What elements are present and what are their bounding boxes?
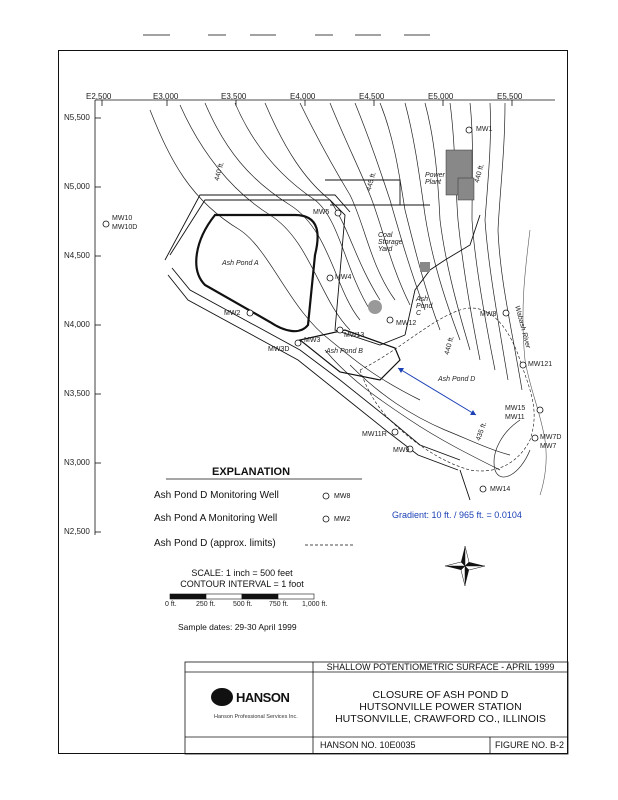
ash-pond-d-label: Ash Pond D xyxy=(438,376,476,383)
project-number: HANSON NO. 10E0035 xyxy=(320,740,416,750)
scale-tick: 500 ft. xyxy=(233,601,253,608)
contour-label: 440 ft. xyxy=(443,335,456,356)
contour-label: 440 ft. xyxy=(213,161,226,182)
contour-interval-text: CONTOUR INTERVAL = 1 foot xyxy=(180,579,304,589)
northing-label: N5,500 xyxy=(64,113,90,122)
river-label: Wabash River xyxy=(513,305,532,350)
legend-symbol-label: MW2 xyxy=(334,516,351,523)
contour-label: 440 ft. xyxy=(473,163,486,184)
contour-label: 445 ft. xyxy=(365,171,378,192)
title-line-3: HUTSONVILLE, CRAWFORD CO., ILLINOIS xyxy=(335,713,546,725)
legend-row-pond-a-well: Ash Pond A Monitoring Well xyxy=(154,513,278,524)
ash-pond-a-label: Ash Pond A xyxy=(222,260,259,267)
figure-title: SHALLOW POTENTIOMETRIC SURFACE - APRIL 1999 xyxy=(326,662,555,672)
company-name: HANSON xyxy=(236,690,290,705)
easting-label: E3,500 xyxy=(221,92,247,101)
well-label: MW8 xyxy=(480,311,497,318)
northing-label: N3,500 xyxy=(64,389,90,398)
scale-tick: 0 ft. xyxy=(165,601,177,608)
easting-label: E5,500 xyxy=(497,92,523,101)
coal-yard-label: Coal Storage Yard xyxy=(378,232,403,253)
well-label: MW5 xyxy=(313,209,330,216)
well-label: MW12 xyxy=(396,320,417,327)
well-label: MW11 xyxy=(505,414,525,421)
well-label: MW1 xyxy=(476,126,493,133)
easting-label: E5,000 xyxy=(428,92,454,101)
scale-tick: 750 ft. xyxy=(269,601,289,608)
northing-label: N4,000 xyxy=(64,320,90,329)
northing-label: N2,500 xyxy=(64,527,90,536)
map-frame xyxy=(58,50,568,754)
ash-pond-b-label: Ash Pond B xyxy=(326,348,363,355)
title-line-2: HUTSONVILLE POWER STATION xyxy=(359,701,522,713)
scale-text: SCALE: 1 inch = 500 feet xyxy=(191,568,293,578)
gradient-text: Gradient: 10 ft. / 965 ft. = 0.0104 xyxy=(392,510,522,520)
northing-label: N5,000 xyxy=(64,182,90,191)
legend-row-pond-limits: Ash Pond D (approx. limits) xyxy=(154,538,276,549)
figure-number: FIGURE NO. B-2 xyxy=(495,740,565,750)
well-label: MW15 xyxy=(505,405,526,412)
well-label: MW7 xyxy=(540,443,557,450)
title-line-1: CLOSURE OF ASH POND D xyxy=(372,689,509,701)
ash-pond-c-label: Ash Pond C xyxy=(416,296,433,317)
company-subtitle: Hanson Professional Services Inc. xyxy=(214,714,298,720)
hanson-logo-icon xyxy=(211,688,233,706)
well-label: MW7D xyxy=(540,434,562,441)
legend-symbol-label: MW8 xyxy=(334,493,351,500)
power-plant-label: Power Plant xyxy=(425,172,445,186)
explanation-title: EXPLANATION xyxy=(212,466,291,478)
well-label: MW10D xyxy=(112,224,138,231)
well-label: MW121 xyxy=(528,361,553,368)
easting-label: E4,000 xyxy=(290,92,316,101)
well-label: MW9 xyxy=(393,447,410,454)
easting-label: E2,500 xyxy=(86,92,112,101)
northing-label: N3,000 xyxy=(64,458,90,467)
well-label: MW2 xyxy=(224,310,241,317)
easting-label: E3,000 xyxy=(153,92,179,101)
well-label: MW14 xyxy=(490,486,511,493)
well-label: MW3D xyxy=(268,346,290,353)
sample-dates: Sample dates: 29-30 April 1999 xyxy=(178,622,297,632)
well-label: MW4 xyxy=(335,274,352,281)
well-label: MW3 xyxy=(304,337,321,344)
well-label: MW13 xyxy=(344,332,365,339)
well-label: MW10 xyxy=(112,215,133,222)
easting-label: E4,500 xyxy=(359,92,385,101)
northing-label: N4,500 xyxy=(64,251,90,260)
contour-label: 435 ft. xyxy=(475,421,489,442)
well-label: MW11R xyxy=(362,431,387,438)
legend-row-pond-d-well: Ash Pond D Monitoring Well xyxy=(154,490,279,501)
scale-tick: 1,000 ft. xyxy=(302,601,328,608)
scale-tick: 250 ft. xyxy=(196,601,216,608)
